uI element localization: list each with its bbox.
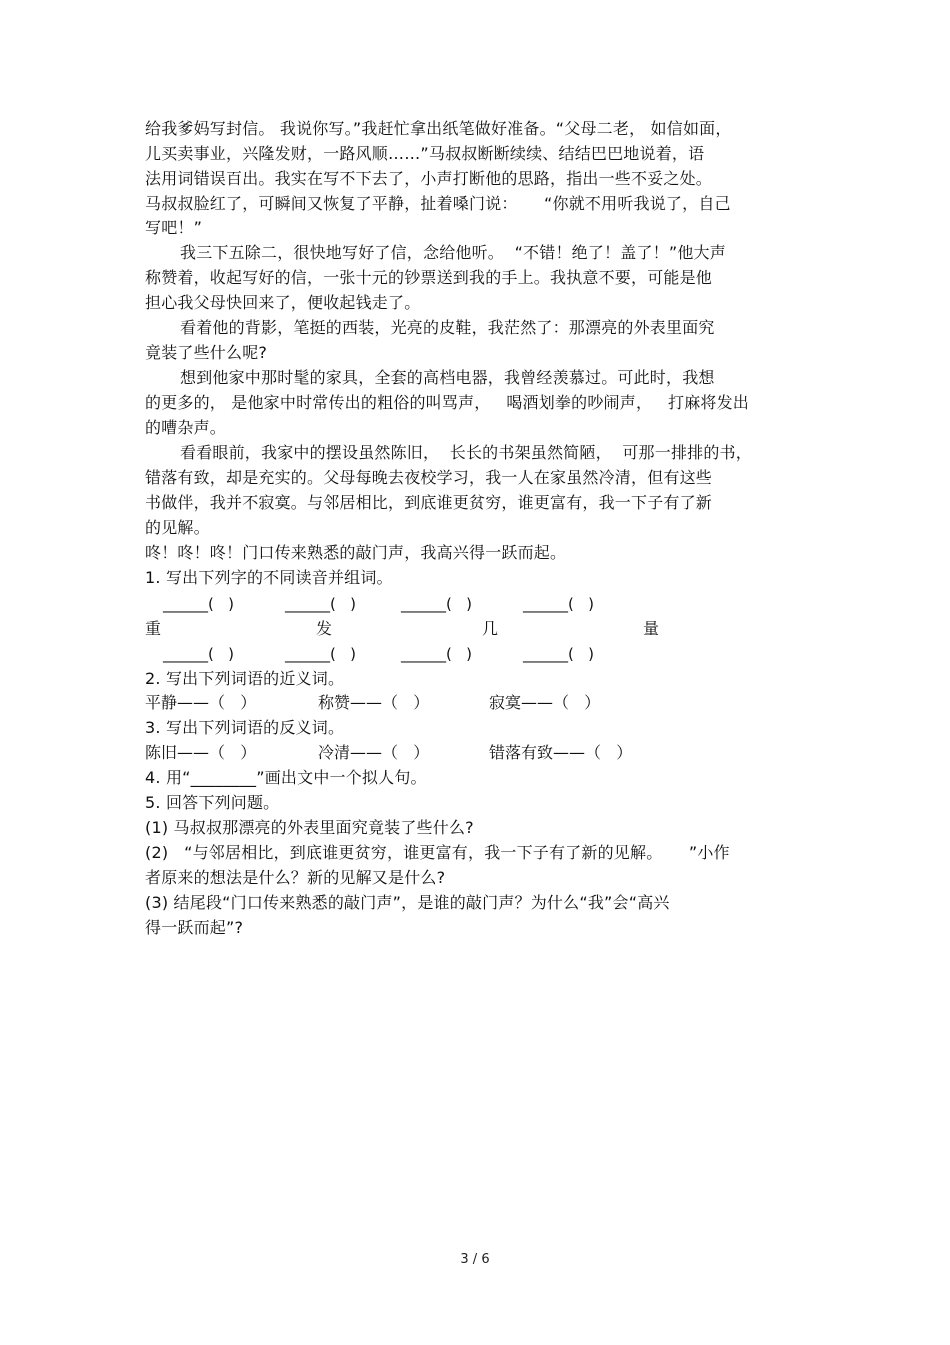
question-5-3-line-2: 得一跃而起”?	[145, 918, 244, 937]
passage-line-1: 给我爹妈写封信。 我说你写。”我赶忙拿出纸笔做好准备。“父母二老， 如信如面，	[145, 119, 732, 138]
passage-line-2: 儿买卖事业，兴隆发财，一路风顺……”马叔叔断断续续、结结巴巴地说着，语	[145, 144, 705, 163]
char-ji: 几	[482, 619, 499, 638]
passage-line-17: 的见解。	[145, 518, 210, 537]
passage-line-16: 书做伴，我并不寂寞。与邻居相比，到底谁更贫穷，谁更富有，我一下子有了新	[145, 493, 713, 512]
passage-line-8: 担心我父母快回来了，便收起钱走了。	[145, 293, 421, 312]
passage-line-12: 的更多的， 是他家中时常传出的粗俗的叫骂声， 喝酒划拳的吵闹声， 打麻将发出	[145, 393, 750, 412]
answer-blank: ______( )	[285, 645, 357, 663]
page-number: 3 / 6	[460, 1252, 490, 1267]
passage-line-11: 想到他家中那时髦的家具，全套的高档电器，我曾经羡慕过。可此时，我想	[180, 368, 715, 387]
answer-blank: ______( )	[523, 595, 595, 613]
antonym-item: 错落有致——（ ）	[489, 743, 633, 762]
question-3-title: 3. 写出下列词语的反义词。	[145, 718, 345, 737]
question-5-2-line-1: (2) “与邻居相比，到底谁更贫穷，谁更富有，我一下子有了新的见解。 ”小作	[145, 843, 730, 862]
answer-blank: ______( )	[163, 645, 235, 663]
passage-line-10: 竟装了些什么呢?	[145, 343, 268, 362]
passage-line-15: 错落有致，却是充实的。父母每晚去夜校学习，我一人在家虽然冷清，但有这些	[145, 468, 713, 487]
answer-blank: ______( )	[401, 645, 473, 663]
answer-blank: ______( )	[523, 645, 595, 663]
char-liang: 量	[643, 619, 660, 638]
question-5-3-line-1: (3) 结尾段“门口传来熟悉的敲门声”，是谁的敲门声？为什么“我”会“高兴	[145, 893, 670, 912]
passage-line-13: 的嘈杂声。	[145, 418, 227, 437]
passage-line-3: 法用词错误百出。我实在写不下去了，小声打断他的思路，指出一些不妥之处。	[145, 169, 713, 188]
antonym-item: 冷清——（ ）	[318, 743, 430, 762]
passage-line-9: 看着他的背影，笔挺的西装，光亮的皮鞋，我茫然了：那漂亮的外表里面究	[180, 318, 715, 337]
answer-blank: ______( )	[401, 595, 473, 613]
passage-line-4: 马叔叔脸红了，可瞬间又恢复了平静，扯着嗓门说： “你就不用听我说了，自己	[145, 194, 731, 213]
passage-line-14: 看看眼前，我家中的摆设虽然陈旧， 长长的书架虽然简陋， 可那一排排的书，	[180, 443, 752, 462]
passage-line-5: 写吧！”	[145, 218, 203, 237]
char-zhong: 重	[145, 619, 162, 638]
passage-line-18: 咚！咚！咚！门口传来熟悉的敲门声，我高兴得一跃而起。	[145, 543, 567, 562]
char-fa: 发	[316, 619, 333, 638]
question-4: 4. 用“________”画出文中一个拟人句。	[145, 768, 427, 787]
question-5-1: (1) 马叔叔那漂亮的外表里面究竟装了些什么?	[145, 818, 474, 837]
question-5-title: 5. 回答下列问题。	[145, 793, 280, 812]
question-2-title: 2. 写出下列词语的近义词。	[145, 669, 345, 688]
passage-line-7: 称赞着，收起写好的信，一张十元的钞票送到我的手上。我执意不要，可能是他	[145, 268, 713, 287]
antonym-item: 陈旧——（ ）	[145, 743, 257, 762]
synonym-item: 平静——（ ）	[145, 693, 257, 712]
answer-blank: ______( )	[163, 595, 235, 613]
question-5-2-line-2: 者原来的想法是什么？新的见解又是什么?	[145, 868, 446, 887]
passage-line-6: 我三下五除二，很快地写好了信，念给他听。 “不错！绝了！盖了！”他大声	[180, 243, 726, 262]
synonym-item: 称赞——（ ）	[318, 693, 430, 712]
synonym-item: 寂寞——（ ）	[489, 693, 601, 712]
answer-blank: ______( )	[285, 595, 357, 613]
question-1-title: 1. 写出下列字的不同读音并组词。	[145, 568, 393, 587]
